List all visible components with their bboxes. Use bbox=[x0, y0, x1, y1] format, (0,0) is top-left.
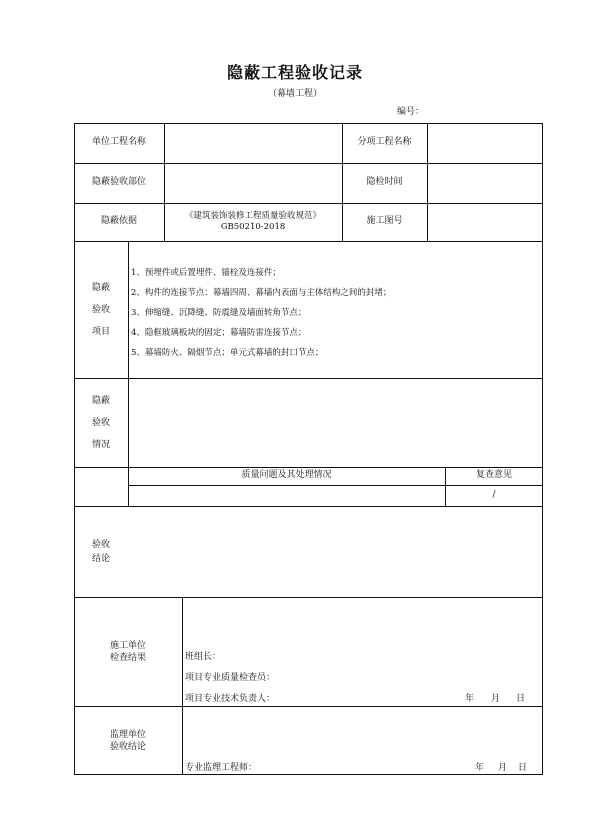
construction-month-label: 月 bbox=[491, 694, 501, 704]
list-item: 3、伸缩缝、沉降缝、防震缝及墙面转角节点； bbox=[131, 308, 307, 318]
doc-number-label: 编号： bbox=[397, 107, 425, 117]
list-item: 4、隐框玻璃板块的固定；幕墙防雷连接节点； bbox=[131, 328, 307, 338]
items-section-label: 隐蔽 验收 项目 bbox=[91, 282, 110, 337]
situation-field[interactable] bbox=[128, 378, 543, 467]
sub-project-label: 分项工程名称 bbox=[357, 137, 412, 148]
issues-header: 质量问题及其处理情况 bbox=[241, 470, 332, 481]
unit-project-label: 单位工程名称 bbox=[91, 137, 146, 148]
list-item: 1、预埋件或后置埋件、锚栓及连接件； bbox=[131, 268, 281, 278]
supervision-engineer-label: 专业监理工程师： bbox=[185, 763, 258, 773]
list-item: 5、幕墙防火、隔烟节点；单元式幕墙的封口节点； bbox=[131, 348, 324, 358]
review-field[interactable]: / bbox=[492, 489, 496, 500]
basis-value bbox=[164, 203, 342, 241]
inspection-items-list bbox=[131, 263, 391, 363]
quality-inspector-label: 项目专业质量检查员： bbox=[185, 673, 276, 683]
conclusion-field[interactable] bbox=[128, 506, 543, 597]
situation-section-label: 隐蔽 验收 情况 bbox=[91, 395, 110, 450]
inspection-time-field[interactable] bbox=[427, 163, 543, 203]
page-title: 隐蔽工程验收记录 bbox=[226, 63, 363, 82]
supervision-section-label: 监理单位 验收结论 bbox=[109, 729, 146, 752]
drawing-no-label: 施工图号 bbox=[366, 216, 403, 227]
hidden-part-field[interactable] bbox=[164, 163, 342, 203]
supervision-day-label: 日 bbox=[518, 763, 528, 773]
supervision-year-label: 年 bbox=[475, 763, 485, 773]
team-leader-label: 班组长： bbox=[185, 652, 222, 662]
list-item: 2、构件的连接节点：幕墙四周、幕墙内表面与主体结构之间的封堵； bbox=[131, 288, 392, 298]
inspection-time-label: 隐检时间 bbox=[366, 177, 403, 188]
construction-year-label: 年 bbox=[465, 694, 475, 704]
basis-standard-code: GB50210-2018 bbox=[220, 222, 286, 232]
drawing-no-field[interactable] bbox=[427, 203, 543, 241]
basis-standard-name: 《建筑装饰装修工程质量验收规范》 bbox=[184, 211, 321, 221]
issues-field[interactable] bbox=[128, 485, 445, 506]
supervision-month-label: 月 bbox=[498, 763, 508, 773]
row-divider bbox=[74, 241, 543, 242]
column-divider bbox=[182, 597, 183, 775]
technical-lead-label: 项目专业技术负责人： bbox=[185, 694, 276, 704]
page-subtitle: （幕墙工程） bbox=[267, 89, 322, 99]
unit-project-field[interactable] bbox=[164, 123, 342, 163]
sub-project-field[interactable] bbox=[427, 123, 543, 163]
construction-day-label: 日 bbox=[516, 694, 526, 704]
basis-label: 隐蔽依据 bbox=[100, 216, 137, 227]
hidden-part-label: 隐蔽验收部位 bbox=[91, 177, 146, 188]
conclusion-section-label: 验收 结论 bbox=[91, 539, 110, 564]
construction-section-label: 施工单位 检查结果 bbox=[109, 640, 146, 663]
review-header: 复查意见 bbox=[475, 470, 512, 481]
